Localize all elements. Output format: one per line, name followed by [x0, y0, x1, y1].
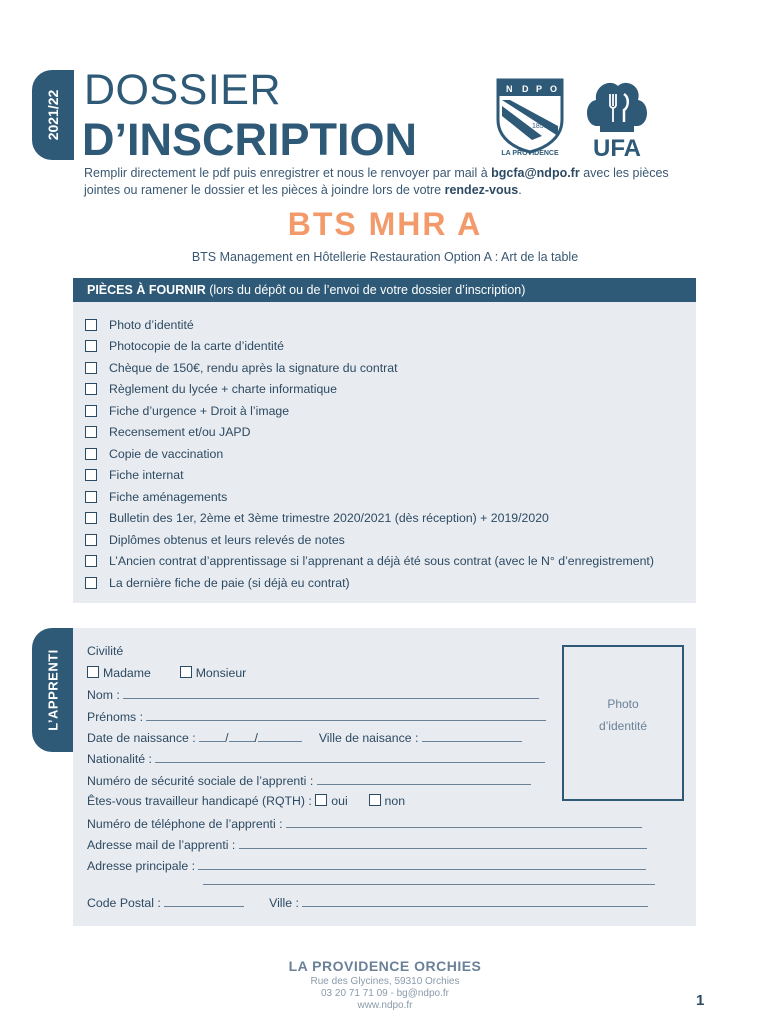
piece-label: Photo d’identité	[109, 317, 194, 332]
piece-item	[85, 443, 696, 465]
logo-letter-p: P	[536, 84, 543, 94]
logo-letter-o: O	[550, 84, 558, 94]
piece-item	[85, 465, 696, 487]
piece-item	[85, 357, 696, 379]
title-line1: DOSSIER	[84, 66, 282, 114]
piece-label: Bulletin des 1er, 2ème et 3ème trimestre 2020/2021 (dès réception) + 2019/2020	[109, 511, 549, 526]
piece-label: Fiche internat	[109, 468, 184, 483]
nationalite-label: Nationalité :	[87, 752, 152, 766]
piece-item	[85, 314, 696, 336]
piece-item	[85, 572, 696, 594]
civilite-label: Civilité	[87, 644, 124, 658]
monsieur-checkbox[interactable]	[180, 666, 192, 678]
footer-name: LA PROVIDENCE ORCHIES	[288, 958, 482, 974]
piece-item	[85, 529, 696, 551]
code-postal-field	[87, 895, 648, 910]
piece-label: L’Ancien contrat d’apprentissage si l’apprenant a déjà été sous contrat (avec le N° d’enregistrement)	[109, 554, 654, 569]
pieces-heading-rest: (lors du dépôt ou de l’envoi de votre dossier d’inscription)	[205, 283, 526, 297]
intro-text	[84, 165, 684, 199]
secu-label: Numéro de sécurité sociale de l’apprenti :	[87, 774, 314, 788]
title-line2: D’INSCRIPTION	[82, 114, 418, 165]
telephone-label: Numéro de téléphone de l’apprenti :	[87, 817, 283, 831]
footer-contact: 03 20 71 71 09 - bg@ndpo.fr	[320, 988, 450, 999]
piece-item	[85, 400, 696, 422]
birth-year-input[interactable]	[258, 730, 302, 742]
rqth-non-checkbox[interactable]	[369, 794, 381, 806]
prenoms-field	[87, 709, 546, 724]
piece-checkbox[interactable]	[85, 405, 97, 417]
piece-label: La dernière fiche de paie (si déjà eu contrat)	[109, 575, 350, 590]
civilite-options	[87, 666, 246, 680]
piece-label: Règlement du lycée + charte informatique	[109, 382, 337, 397]
piece-item	[85, 422, 696, 444]
prenoms-input[interactable]	[146, 709, 546, 721]
year-tab	[32, 70, 74, 160]
piece-checkbox[interactable]	[85, 319, 97, 331]
apprenti-tab	[32, 628, 74, 752]
birth-month-input[interactable]	[229, 730, 255, 742]
pieces-heading-bold: PIÈCES À FOURNIR	[87, 283, 206, 297]
adresse-input-2[interactable]	[203, 873, 655, 885]
madame-label: Madame	[103, 666, 151, 680]
ville-naissance-label: Ville de naisance :	[318, 731, 419, 745]
photo-placeholder[interactable]	[562, 645, 684, 801]
rqth-oui-checkbox[interactable]	[315, 794, 327, 806]
rqth-label: Êtes-vous travailleur handicapé (RQTH) :	[87, 794, 312, 808]
adresse-field-2	[203, 873, 655, 888]
telephone-field	[87, 816, 642, 831]
piece-checkbox[interactable]	[85, 383, 97, 395]
piece-label: Fiche d’urgence + Droit à l’image	[109, 403, 290, 418]
piece-label: Fiche aménagements	[109, 489, 228, 504]
pieces-list	[73, 302, 696, 594]
ville-naissance-input[interactable]	[422, 730, 522, 742]
year-label: 2021/22	[45, 89, 61, 141]
piece-item	[85, 336, 696, 358]
code-postal-input[interactable]	[164, 895, 244, 907]
page-number: 1	[696, 992, 705, 1009]
ufa-logo	[582, 68, 652, 160]
photo-label-1: Photo	[607, 697, 639, 711]
nationalite-field	[87, 751, 545, 766]
ville-input[interactable]	[302, 895, 648, 907]
naissance-field: Date de naissance : / / Ville de naisance :	[87, 730, 522, 745]
logo-year: 1856	[532, 123, 548, 130]
madame-checkbox[interactable]	[87, 666, 99, 678]
intro-part1: Remplir directement le pdf puis enregistrer et nous le renvoyer par mail à	[84, 166, 492, 180]
piece-label: Diplômes obtenus et leurs relevés de notes	[109, 532, 345, 547]
pieces-heading	[73, 278, 696, 302]
nom-label: Nom :	[87, 688, 120, 702]
nationalite-input[interactable]	[155, 751, 545, 763]
date-naissance-label: Date de naissance :	[87, 731, 196, 745]
photo-label-2: d’identité	[598, 719, 648, 733]
mail-label: Adresse mail de l’apprenti :	[87, 838, 236, 852]
piece-checkbox[interactable]	[85, 555, 97, 567]
piece-item	[85, 379, 696, 401]
telephone-input[interactable]	[286, 816, 642, 828]
piece-label: Recensement et/ou JAPD	[109, 425, 251, 440]
logo-name: LA PROVIDENCE	[501, 150, 559, 156]
piece-checkbox[interactable]	[85, 469, 97, 481]
mail-field	[87, 837, 647, 852]
piece-item	[85, 551, 696, 573]
piece-label: Copie de vaccination	[109, 446, 224, 461]
pieces-section	[73, 278, 696, 603]
piece-item	[85, 508, 696, 530]
program-title: BTS MHR A	[287, 206, 483, 242]
piece-checkbox[interactable]	[85, 577, 97, 589]
logo-letter-n: N	[506, 84, 513, 94]
piece-checkbox[interactable]	[85, 448, 97, 460]
intro-part3: .	[518, 183, 522, 197]
monsieur-label: Monsieur	[195, 666, 247, 680]
rqth-field	[87, 794, 405, 808]
adresse-label: Adresse principale :	[87, 859, 195, 873]
contact-email[interactable]: bgcfa@ndpo.fr	[491, 166, 580, 180]
nom-input[interactable]	[123, 687, 539, 699]
adresse-input-1[interactable]	[198, 858, 646, 870]
code-postal-label: Code Postal :	[87, 896, 161, 910]
piece-checkbox[interactable]	[85, 362, 97, 374]
piece-checkbox[interactable]	[85, 491, 97, 503]
nom-field	[87, 687, 539, 702]
piece-checkbox[interactable]	[85, 426, 97, 438]
birth-day-input[interactable]	[199, 730, 225, 742]
la-providence-logo	[492, 76, 568, 156]
secu-field	[87, 773, 531, 788]
secu-input[interactable]	[317, 773, 531, 785]
apprenti-section	[73, 628, 696, 926]
rqth-non-label: non	[384, 794, 406, 808]
prenoms-label: Prénoms :	[87, 710, 144, 724]
piece-checkbox[interactable]	[85, 340, 97, 352]
footer-web[interactable]: www.ndpo.fr	[357, 1000, 413, 1011]
footer-address: Rue des Glycines, 59310 Orchies	[310, 976, 460, 987]
adresse-field	[87, 858, 646, 873]
rqth-oui-label: oui	[331, 794, 348, 808]
mail-input[interactable]	[239, 837, 647, 849]
piece-label: Chèque de 150€, rendu après la signature du contrat	[109, 360, 398, 375]
piece-checkbox[interactable]	[85, 512, 97, 524]
intro-rdv: rendez-vous	[444, 183, 519, 197]
apprenti-tab-label: L’APPRENTI	[45, 649, 61, 731]
program-subtitle: BTS Management en Hôtellerie Restauration Option A : Art de la table	[191, 250, 579, 264]
ville-label: Ville :	[269, 896, 299, 910]
ufa-text: UFA	[593, 135, 641, 160]
piece-checkbox[interactable]	[85, 534, 97, 546]
piece-label: Photocopie de la carte d’identité	[109, 339, 285, 354]
intro-part2: avec les pièces jointes ou ramener le dossier et les pièces à joindre lors de votre	[84, 166, 669, 197]
piece-item	[85, 486, 696, 508]
logo-letter-d: D	[522, 84, 529, 94]
